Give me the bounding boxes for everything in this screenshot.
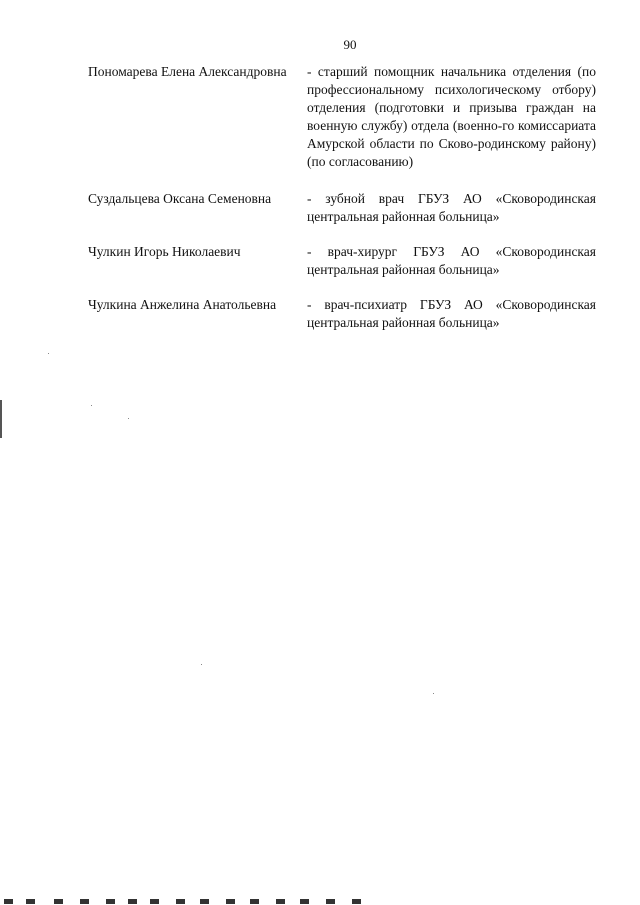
list-item [88, 63, 598, 171]
scan-border-strip [0, 896, 640, 905]
page-number: 90 [343, 37, 357, 52]
member-name: Суздальцева Оксана Семеновна [88, 191, 272, 206]
member-name: Чулкина Анжелина Анатольевна [88, 297, 277, 312]
scan-artifact [201, 664, 202, 665]
scan-artifact [128, 418, 129, 419]
member-role: - врач-хирург ГБУЗ АО «Сковородинская центральная районная больница» [307, 244, 596, 277]
member-role: - старший помощник начальника отделения (по профессиональному психологическому отбору) отделения (подготовки и призыва граждан на военную службу) отдела (военно-го комиссариата Амурской области по Сково-родинскому району) (по согласованию) [307, 64, 596, 169]
list-item [88, 190, 598, 226]
scan-artifact [48, 353, 49, 354]
member-role: - зубной врач ГБУЗ АО «Сковородинская центральная районная больница» [307, 191, 596, 224]
scan-artifact [0, 400, 2, 438]
member-role: - врач-психиатр ГБУЗ АО «Сковородинская центральная районная больница» [307, 297, 596, 330]
list-item [88, 296, 598, 332]
member-list [88, 63, 598, 349]
scan-artifact [433, 693, 434, 694]
member-name: Чулкин Игорь Николаевич [88, 244, 241, 259]
list-item [88, 243, 598, 279]
member-name: Пономарева Елена Александровна [88, 64, 287, 79]
scan-artifact [91, 405, 92, 406]
